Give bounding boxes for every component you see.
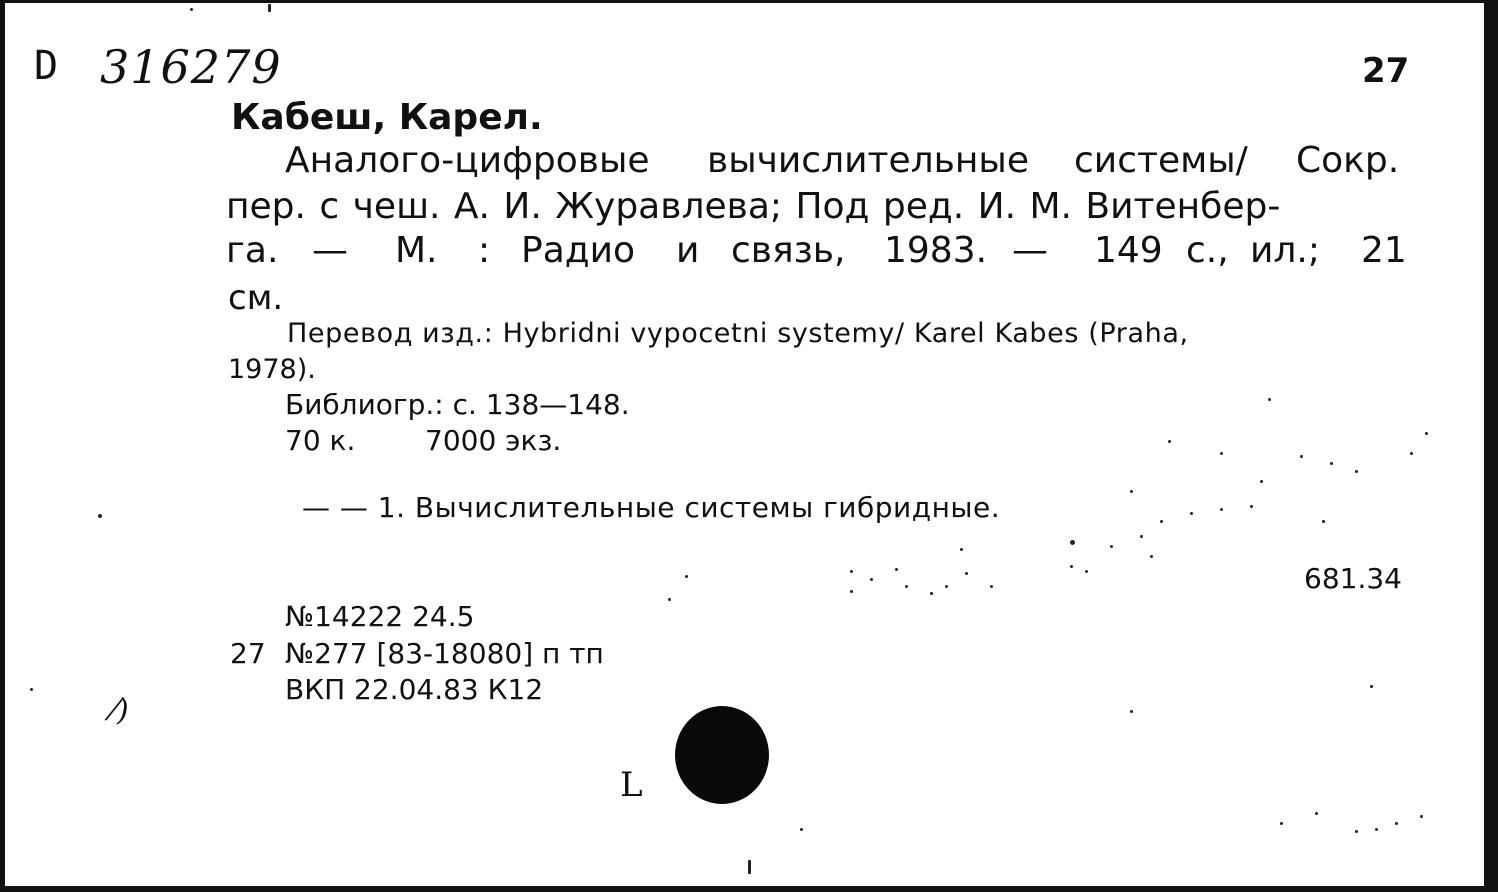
call-number: 316279 [100, 40, 282, 94]
punch-hole [675, 706, 769, 804]
speck [1160, 520, 1163, 523]
copies-note: 7000 экз. [425, 424, 562, 457]
desc3-f: и [676, 230, 700, 271]
desc3-k: с., [1186, 230, 1229, 271]
speck [190, 8, 193, 11]
speck [1130, 490, 1133, 493]
speck [1420, 815, 1423, 818]
speck [905, 585, 908, 588]
desc3-m: 21 [1361, 230, 1407, 271]
speck [1220, 508, 1223, 511]
title-word-1: Аналого-цифровые [285, 140, 650, 181]
registry-line-3: ВКП 22.04.83 К12 [285, 673, 544, 706]
bibliography-note: Библиогр.: с. 138—148. [285, 388, 630, 421]
speck [870, 578, 873, 581]
speck [1355, 830, 1358, 833]
speck [1168, 440, 1171, 443]
desc3-e: Радио [521, 230, 636, 271]
speck [1370, 685, 1373, 688]
card-border-top [0, 0, 1498, 3]
handwritten-mark-bottom: L [620, 765, 643, 805]
speck [850, 590, 853, 593]
author-heading: Кабеш, Карел. [231, 97, 543, 138]
speck [1395, 822, 1398, 825]
title-word-2: вычислительные [707, 140, 1029, 181]
registry-line-2-prefix: 27 [230, 637, 266, 670]
desc3-g: связь, [731, 230, 846, 271]
speck [1425, 432, 1428, 435]
desc3-a: га. [226, 230, 279, 271]
desc3-i: — [1012, 230, 1048, 271]
speck [1085, 570, 1088, 573]
desc3-d: : [478, 230, 491, 271]
call-number-prefix: D [34, 43, 59, 89]
speck [960, 548, 963, 551]
speck [1410, 452, 1413, 455]
speck [1220, 452, 1223, 455]
description-line-4: см. [228, 278, 284, 318]
desc3-c: М. [395, 230, 438, 271]
classification-number: 681.34 [1304, 562, 1402, 595]
registry-line-1: №14222 24.5 [285, 600, 475, 633]
speck [930, 592, 933, 595]
speck [1375, 828, 1378, 831]
speck [685, 575, 688, 578]
speck [800, 828, 803, 831]
speck [945, 585, 948, 588]
speck [1110, 545, 1113, 548]
speck [1130, 710, 1133, 713]
speck [895, 568, 898, 571]
speck [1322, 520, 1325, 523]
speck [98, 514, 102, 518]
speck [1070, 565, 1073, 568]
speck [748, 860, 751, 874]
speck [1070, 540, 1075, 545]
price-note: 70 к. [285, 424, 356, 457]
translation-note-line-2: 1978). [228, 354, 316, 385]
subject-heading: — — 1. Вычислительные системы гибридные. [302, 491, 1001, 524]
speck [268, 4, 271, 12]
desc3-j: 149 [1094, 230, 1163, 271]
card-border-left [0, 0, 5, 892]
card-number: 27 [1362, 51, 1410, 91]
speck [30, 688, 33, 691]
speck [1140, 535, 1143, 538]
handwritten-mark-left: ⁄) [112, 693, 129, 728]
speck [990, 585, 993, 588]
speck [1280, 822, 1283, 825]
title-word-4: Сокр. [1296, 140, 1400, 181]
speck [1355, 470, 1358, 473]
speck [1260, 480, 1263, 483]
speck [1315, 812, 1318, 815]
speck [850, 570, 853, 573]
speck [1268, 398, 1271, 401]
registry-line-2: №277 [83-18080] п тп [285, 637, 604, 670]
desc3-l: ил.; [1250, 230, 1320, 271]
desc3-h: 1983. [884, 230, 988, 271]
speck [1250, 505, 1253, 508]
desc3-b: — [312, 230, 348, 271]
card-border-right [1484, 0, 1498, 892]
speck [1150, 555, 1153, 558]
description-line-2: пер. с чеш. А. И. Журавлева; Под ред. И. М. Витенбер- [226, 186, 1281, 227]
card-border-bottom [0, 886, 1498, 892]
speck [668, 598, 671, 601]
speck [965, 572, 968, 575]
translation-note-line-1: Перевод изд.: Hybridni vypocetni systemy/ Karel Kabes (Praha, [287, 318, 1189, 349]
speck [1300, 455, 1303, 458]
title-word-3: системы/ [1074, 140, 1248, 181]
speck [1190, 512, 1193, 515]
speck [1330, 462, 1333, 465]
